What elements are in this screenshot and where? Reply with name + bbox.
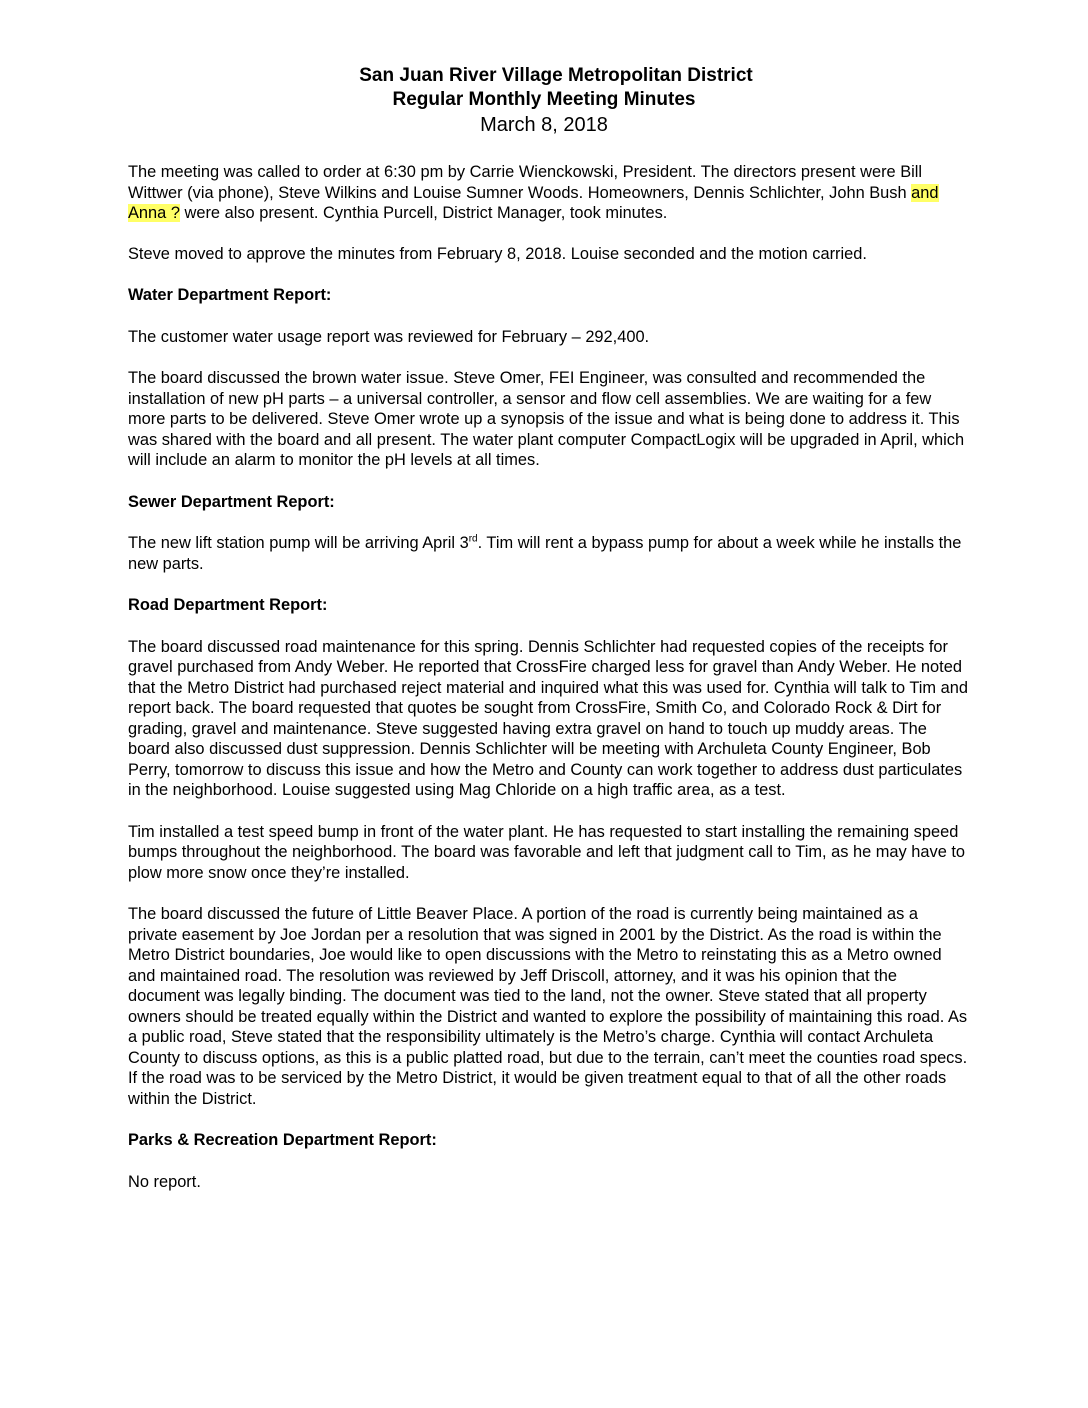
speed-bump-paragraph: Tim installed a test speed bump in front of the water plant. He has requested to start installing the remaining speed bumps throughout the neighborhood. The board was favorable and left that judgment call to Tim, as he may have to plow more snow once they’re installed. [128,822,966,882]
intro-paragraph [128,162,968,224]
intro-text-end: were also present. Cynthia Purcell, District Manager, took minutes. [179,204,668,222]
parks-report-paragraph: No report. [128,1172,201,1191]
road-maintenance-paragraph: The board discussed road maintenance for this spring. Dennis Schlichter had requested copies of the receipts for gravel purchased from Andy Weber. He reported that CrossFire charged less for gravel than Andy Weber. He noted that the Metro District had purchased reject material and inquired what this was used for. Cynthia will talk to Tim and report back. The board requested that quotes be sought from CrossFire, Smith Co, and Colorado Rock & Dirt for grading, gravel and maintenance. Steve suggested having extra gravel on hand to touch up muddy areas. The board also discussed dust suppression. Dennis Schlichter will be meeting with Archuleta County Engineer, Bob Perry, tomorrow to discuss this issue and how the Metro and County can work together to address dust particulates in the neighborhood. Louise suggested using Mag Chloride on a high traffic area, as a test. [128,637,968,799]
minutes-body [128,162,968,1192]
lift-station-text-end: . Tim will rent a bypass pump for about a week while he installs the new parts. [128,534,962,573]
document-header [0,64,1088,138]
brown-water-paragraph: The board discussed the brown water issue. Steve Omer, FEI Engineer, was consulted and recommended the installation of new pH parts – a universal controller, a sensor and flow cell assemblies. We are waiting for a few more parts to be delivered. Steve Omer wrote up a synopsis of the issue and what is being done to address it. This was shared with the board and all present. The water plant computer CompactLogix will be upgraded in April, which will include an alarm to monitor the pH levels at all times. [128,369,965,469]
meeting-date: March 8, 2018 [480,114,608,136]
organization-name: San Juan River Village Metropolitan District [359,65,753,86]
lift-station-paragraph [128,533,968,574]
parks-heading: Parks & Recreation Department Report: [128,1131,437,1149]
little-beaver-place-paragraph: The board discussed the future of Little Beaver Place. A portion of the road is currently being maintained as a private easement by Joe Jordan per a resolution that was signed in 2001 by the District. As the road is within the Metro District boundaries, Joe would like to open discussions with the Metro to reinstating this as a Metro owned and maintained road. The resolution was reviewed by Jeff Driscoll, attorney, and it was his opinion that the document was legally binding. The document was tied to the land, not the owner. Steve stated that all property owners should be treated equally within the District and wanted to explore the possibility of maintaining this road. As a public road, Steve stated that the responsibility ultimately is the Metro’s charge. Cynthia will contact Archuleta County to discuss options, as this is a public platted road, but due to the terrain, can’t meet the counties road specs. If the road was to be serviced by the Metro District, it would be given treatment equal to that of all the other roads within the District. [128,905,968,1108]
minutes-approval-paragraph: Steve moved to approve the minutes from February 8, 2018. Louise seconded and the motion carried. [128,244,867,263]
water-heading: Water Department Report: [128,286,332,304]
water-usage-paragraph: The customer water usage report was reviewed for February – 292,400. [128,327,650,346]
intro-text-start: The meeting was called to order at 6:30 pm by Carrie Wienckowski, President. The directors present were Bill Wittwer (via phone), Steve Wilkins and Louise Sumner Woods. Homeowners, Dennis Schlichter, John Bush [128,163,923,202]
ordinal-suffix: rd [468,533,478,545]
highlighted-attendee: and Anna ? [128,183,939,222]
sewer-heading: Sewer Department Report: [128,492,335,511]
road-heading: Road Department Report: [128,596,328,614]
lift-station-text-start: The new lift station pump will be arriving April 3 [128,534,469,552]
document-title: Regular Monthly Meeting Minutes [392,89,696,110]
